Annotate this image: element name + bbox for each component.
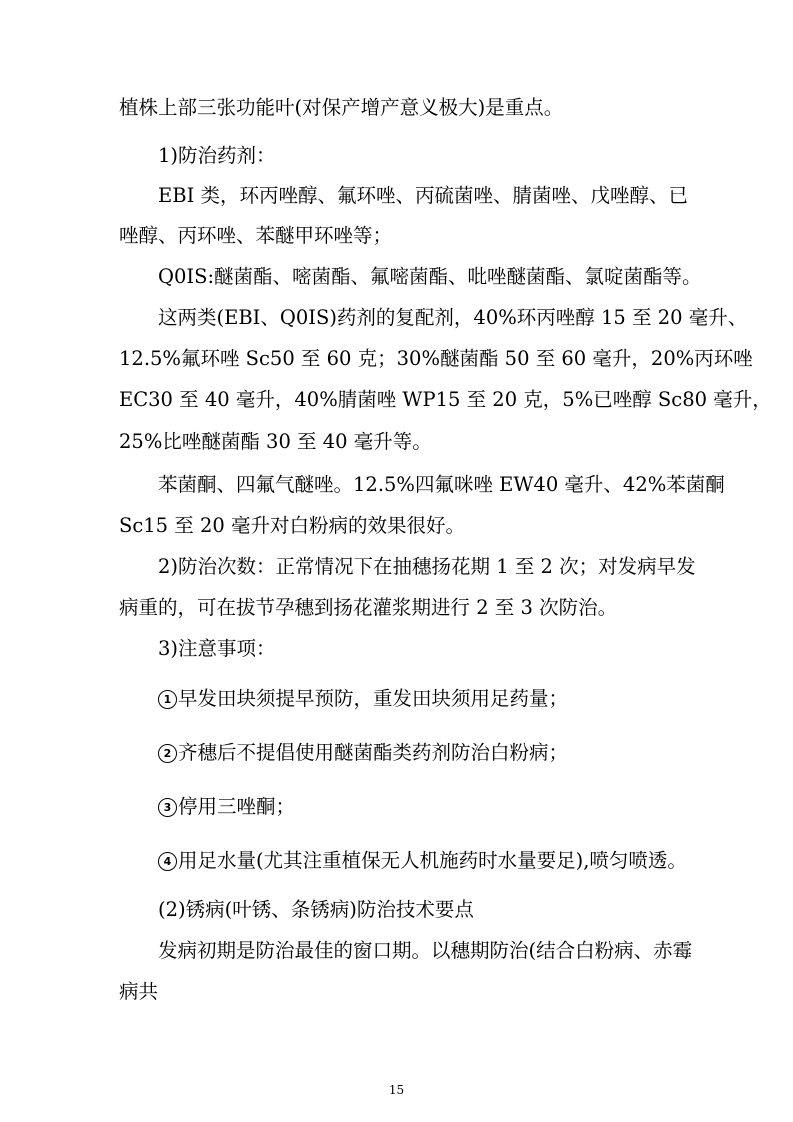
section-heading-rust: (2)锈病(叶锈、条锈病)防治技术要点: [158, 898, 474, 921]
list-item: [158, 795, 295, 819]
section-heading-notes: 3)注意事项：: [158, 637, 276, 660]
list-item: [158, 687, 568, 711]
list-item-text: 早发田块须提早预防，重发田块须用足药量；: [178, 687, 569, 710]
paragraph-line: 唑醇、丙环唑、苯醚甲环唑等；: [119, 224, 393, 247]
paragraph-line: 12.5%氟环唑 Sc50 至 60 克；30%醚菌酯 50 至 60 毫升，20%丙环唑: [119, 347, 753, 370]
list-item: [158, 849, 687, 873]
paragraph-line: 25%比唑醚菌酯 30 至 40 毫升等。: [119, 430, 432, 453]
paragraph-line: 病重的，可在拔节孕穗到扬花灌浆期进行 2 至 3 次防治。: [119, 596, 618, 619]
paragraph-line: 病共: [119, 980, 159, 1003]
paragraph-line: EBI 类，环丙唑醇、氟环唑、丙硫菌唑、腈菌唑、戊唑醇、已: [158, 184, 688, 207]
list-item-text: 停用三唑酮；: [178, 795, 296, 818]
paragraph-line: Q0IS:醚菌酯、嘧菌酯、氟嘧菌酯、吡唑醚菌酯、氯啶菌酯等。: [158, 265, 702, 288]
section-heading-agents: 1)防治药剂：: [158, 144, 276, 167]
circled-number-marker: 4: [158, 852, 177, 871]
paragraph-line: 这两类(EBI、Q0IS)药剂的复配剂，40%环丙唑醇 15 至 20 毫升、: [158, 306, 748, 329]
list-item-text: 齐穗后不提倡使用醚菌酯类药剂防治白粉病；: [178, 741, 569, 764]
circled-number-marker: 2: [158, 744, 177, 763]
list-item: [158, 741, 568, 765]
circled-number-marker: 3: [158, 798, 177, 817]
paragraph-line: 发病初期是防治最佳的窗口期。以穗期防治(结合白粉病、赤霉: [158, 939, 693, 962]
circled-number-marker: 1: [158, 690, 177, 709]
paragraph-line: 苯菌酮、四氟气醚唑。12.5%四氟咪唑 EW40 毫升、42%苯菌酮: [158, 473, 725, 496]
paragraph-line: EC30 至 40 毫升，40%腈菌唑 WP15 至 20 克，5%已唑醇 Sc80 毫升，: [119, 388, 772, 411]
paragraph-line: 2)防治次数：正常情况下在抽穗扬花期 1 至 2 次；对发病早发: [158, 555, 696, 578]
page-number: 15: [388, 1083, 405, 1097]
paragraph-line: Sc15 至 20 毫升对白粉病的效果很好。: [119, 514, 466, 537]
paragraph-line: 植株上部三张功能叶(对保产增产意义极大)是重点。: [119, 96, 564, 119]
list-item-text: 用足水量(尤其注重植保无人机施药时水量要足),喷匀喷透。: [178, 849, 687, 872]
